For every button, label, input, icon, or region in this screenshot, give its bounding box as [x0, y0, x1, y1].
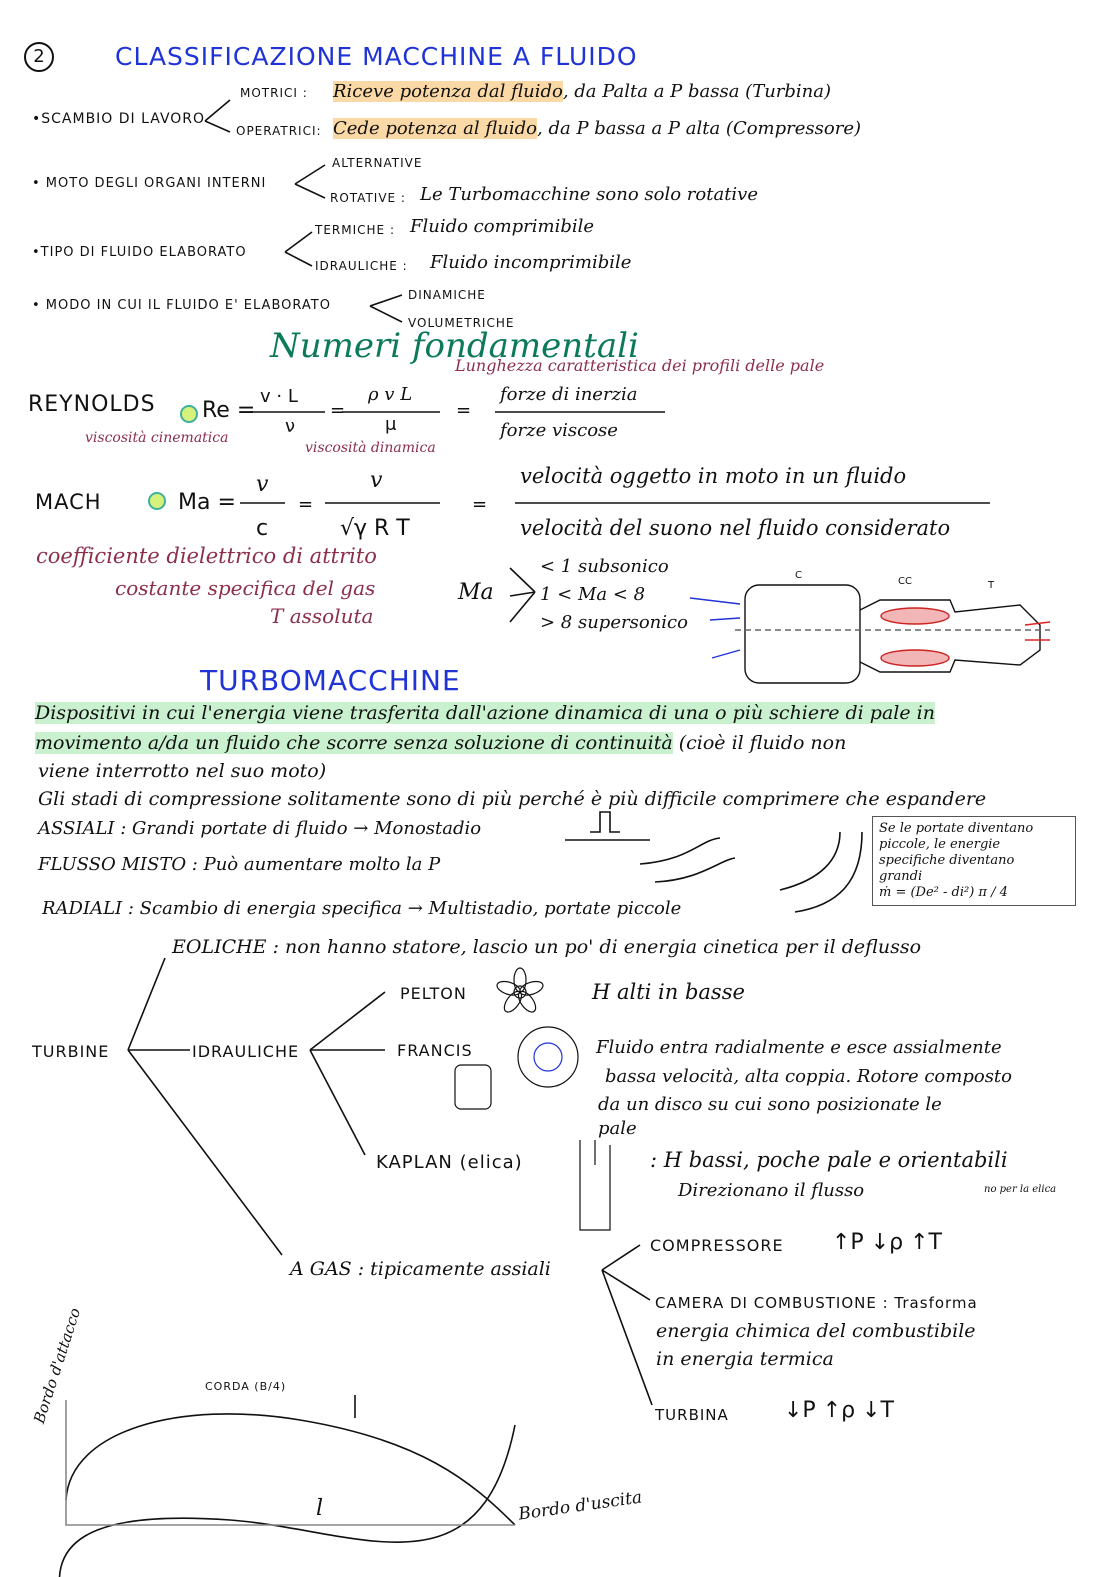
kaplan-note-1: : H bassi, poche pale e orientabili: [650, 1148, 1008, 1172]
idrauliche-key: IDRAULICHE :: [315, 259, 408, 273]
re-frac3-den: forze viscose: [500, 420, 618, 441]
radiali-line: RADIALI : Scambio di energia specifica → Multistadio, portate piccole: [42, 898, 682, 919]
turbo-def-line1-text: Dispositivi in cui l'energia viene trasferita dall'azione dinamica di una o più schiere di pale in: [35, 702, 935, 724]
motrici-key: MOTRICI :: [240, 86, 308, 100]
l-label: l: [316, 1496, 324, 1521]
stadi-note: Gli stadi di compressione solitamente sono di più perché è più difficile comprimere che espandere: [38, 788, 987, 810]
numeri-heading: Numeri fondamentali: [270, 326, 639, 366]
pelton-note: H alti in basse: [592, 980, 745, 1004]
turbo-def-line2: [35, 732, 846, 754]
ma-frac2-den: √γ R T: [340, 516, 410, 541]
ma-case-2: > 8 supersonico: [540, 612, 688, 633]
engine-label-c: C: [795, 570, 802, 581]
idrauliche-node: IDRAULICHE: [192, 1042, 300, 1061]
bordo-attacco-label: Bordo d'attacco: [30, 1305, 85, 1426]
rotative-key: ROTATIVE :: [330, 191, 406, 205]
coeff-note: coefficiente dielettrico di attrito: [36, 544, 377, 568]
ma-frac1-num: v: [256, 472, 269, 497]
re-frac2-num: ρ v L: [368, 384, 413, 405]
re-eq1-icon: =: [330, 400, 346, 421]
mach-bullet-icon: [148, 492, 166, 510]
ma-frac2-num: v: [370, 468, 383, 493]
engine-label-cc: CC: [898, 576, 912, 587]
kaplan-node: KAPLAN (elica): [376, 1152, 523, 1173]
ma-frac1-den: c: [256, 516, 269, 541]
note-line-3: grandi: [879, 869, 923, 884]
assiali-line: ASSIALI : Grandi portate di fluido → Monostadio: [38, 818, 482, 839]
note-line-4: ṁ = (De² - di²) π / 4: [879, 885, 1008, 900]
re-lhs: Re =: [202, 398, 256, 423]
turbo-def-line2-tail: (cioè il fluido non: [672, 732, 847, 754]
turbo-def-line2-hl: movimento a/da un fluido che scorre senza soluzione di continuità: [35, 732, 673, 754]
motrici-line: [333, 81, 831, 102]
re-frac1-den: ν: [285, 416, 296, 437]
operatrici-key: OPERATRICI:: [236, 124, 322, 138]
note-line-0: Se le portate diventano: [879, 821, 1034, 836]
dinamiche-label: DINAMICHE: [408, 288, 486, 302]
turbina-node: TURBINA: [655, 1406, 729, 1424]
volumetriche-label: VOLUMETRICHE: [408, 316, 515, 330]
francis-note-4: pale: [598, 1118, 637, 1139]
camera-line-3: in energia termica: [656, 1348, 834, 1370]
compressore-sym: ↑P ↓ρ ↑T: [832, 1230, 942, 1255]
scambio-label: •SCAMBIO DI LAVORO: [32, 111, 206, 127]
ma-case-0: < 1 subsonico: [540, 556, 669, 577]
camera-line-2: energia chimica del combustibile: [656, 1320, 976, 1342]
idrauliche-text: Fluido incomprimibile: [430, 252, 632, 273]
reynolds-bullet-icon: [180, 405, 198, 423]
moto-label: • MOTO DEGLI ORGANI INTERNI: [32, 176, 267, 191]
alternative-label: ALTERNATIVE: [332, 156, 423, 170]
note-line-2: specifiche diventano: [879, 853, 1015, 868]
motrici-text: Riceve potenza dal fluido: [333, 81, 563, 102]
re-eq2-icon: =: [456, 400, 472, 421]
reynolds-label: REYNOLDS: [28, 392, 156, 417]
ma-case-1: 1 < Ma < 8: [540, 584, 646, 605]
operatrici-tail: , da P bassa a P alta (Compressore): [537, 118, 861, 139]
eoliche-line: EOLICHE : non hanno statore, lascio un po' di energia cinetica per il deflusso: [172, 936, 922, 958]
kaplan-note-3: no per la elica: [984, 1184, 1057, 1195]
pelton-node: PELTON: [400, 984, 467, 1003]
ma-lhs: Ma =: [178, 490, 236, 515]
t-assoluta-note: T assoluta: [270, 604, 374, 628]
ma-brace-label: Ma: [458, 580, 494, 605]
operatrici-text: Cede potenza al fluido: [333, 118, 538, 139]
re-frac2-den: μ: [385, 414, 397, 435]
operatrici-line: [333, 118, 861, 139]
lunghezza-note: Lunghezza caratteristica dei profili delle pale: [455, 356, 825, 375]
termiche-key: TERMICHE :: [315, 223, 395, 237]
turbo-heading: TURBOMACCHINE: [200, 664, 461, 697]
misto-line: FLUSSO MISTO : Può aumentare molto la P: [38, 854, 441, 875]
camera-line-1: CAMERA DI COMBUSTIONE : Trasforma: [655, 1294, 978, 1312]
ma-frac3-den: velocità del suono nel fluido considerato: [520, 516, 951, 540]
francis-note-3: da un disco su cui sono posizionate le: [598, 1094, 942, 1115]
turbo-def-line3: viene interrotto nel suo moto): [38, 760, 327, 782]
re-frac3-num: forze di inerzia: [500, 384, 638, 405]
rotative-text: Le Turbomacchine sono solo rotative: [420, 184, 759, 205]
costante-note: costante specifica del gas: [115, 576, 376, 600]
gas-node: A GAS : tipicamente assiali: [290, 1258, 551, 1280]
francis-note-1: Fluido entra radialmente e esce assialmente: [596, 1037, 1002, 1058]
re-frac1-num: v · L: [260, 386, 298, 407]
visc-cin-note: viscosità cinematica: [85, 430, 229, 446]
tipo-label: •TIPO DI FLUIDO ELABORATO: [32, 245, 247, 260]
turbina-sym: ↓P ↑ρ ↓T: [784, 1398, 894, 1423]
modo-label: • MODO IN CUI IL FLUIDO E' ELABORATO: [32, 298, 331, 313]
ma-frac3-num: velocità oggetto in moto in un fluido: [520, 464, 907, 488]
turbine-root: TURBINE: [32, 1042, 110, 1061]
francis-node: FRANCIS: [397, 1041, 473, 1060]
engine-label-t: T: [988, 580, 995, 591]
compressore-node: COMPRESSORE: [650, 1236, 784, 1255]
note-line-1: piccole, le energie: [879, 837, 1001, 852]
page-number: 2: [24, 42, 54, 72]
ma-eq2-icon: =: [472, 494, 488, 515]
corda-label: CORDA (B/4): [205, 1380, 287, 1393]
kaplan-note-2: Direzionano il flusso: [678, 1180, 865, 1201]
portate-note-box: [872, 816, 1076, 906]
motrici-tail: , da Palta a P bassa (Turbina): [562, 81, 832, 102]
ma-eq1-icon: =: [298, 494, 314, 515]
mach-label: MACH: [35, 490, 102, 514]
page-title: CLASSIFICAZIONE MACCHINE A FLUIDO: [115, 42, 638, 71]
bordo-uscita-label: Bordo d'uscita: [517, 1487, 644, 1525]
visc-din-note: viscosità dinamica: [305, 440, 436, 456]
termiche-text: Fluido comprimibile: [410, 216, 595, 237]
francis-note-2: bassa velocità, alta coppia. Rotore composto: [605, 1066, 1013, 1087]
turbo-def-line1: [35, 702, 935, 724]
